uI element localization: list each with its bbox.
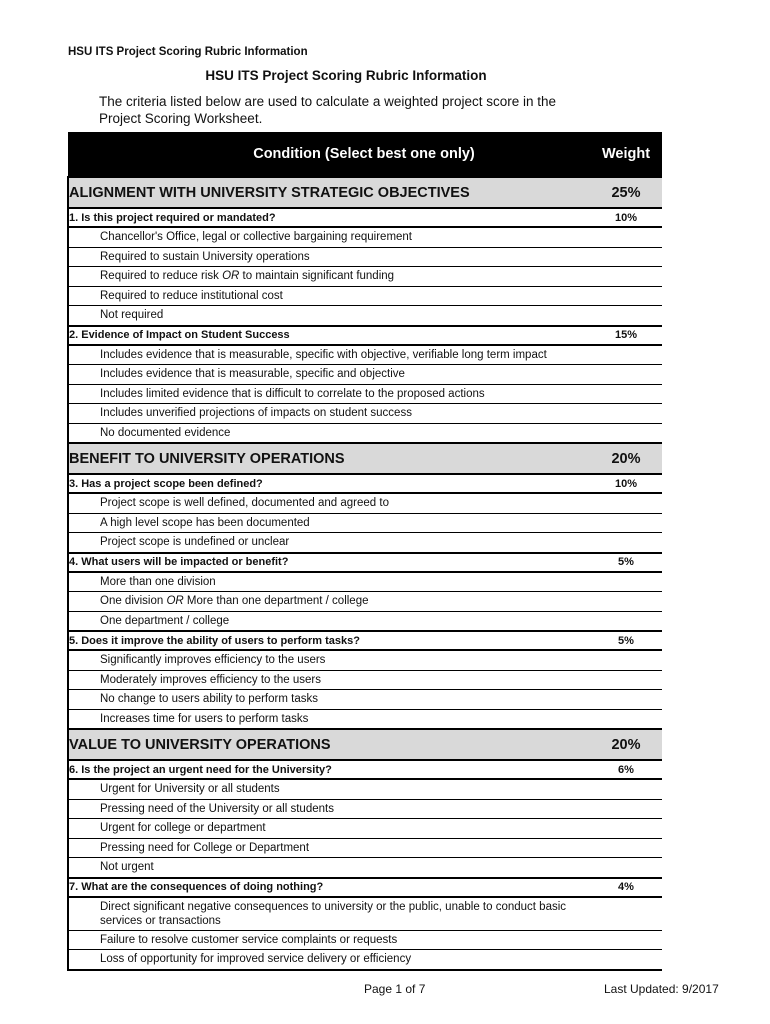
option-text: One department / college: [68, 611, 590, 631]
option-weight-cell: [590, 779, 662, 799]
option-weight-cell: [590, 950, 662, 970]
option-weight-cell: [590, 650, 662, 670]
option-weight-cell: [590, 286, 662, 306]
question-weight: 15%: [590, 326, 662, 345]
option-text: Not urgent: [68, 858, 590, 878]
question-text: 6. Is the project an urgent need for the University?: [68, 760, 590, 779]
option-row: [68, 286, 662, 306]
option-row: [68, 493, 662, 513]
section-title: BENEFIT TO UNIVERSITY OPERATIONS: [68, 443, 590, 474]
or-emphasis: OR: [166, 595, 184, 608]
section-weight: 20%: [590, 729, 662, 760]
option-weight-cell: [590, 572, 662, 592]
option-row: [68, 572, 662, 592]
option-text: Failure to resolve customer service complaints or requests: [68, 930, 590, 950]
option-text: No change to users ability to perform tasks: [68, 690, 590, 710]
option-text: Significantly improves efficiency to the users: [68, 650, 590, 670]
option-text: Increases time for users to perform tasks: [68, 709, 590, 729]
option-text: Urgent for college or department: [68, 819, 590, 839]
intro-text: The criteria listed below are used to calculate a weighted project score in the Project Scoring Worksheet.: [99, 94, 556, 126]
option-weight-cell: [590, 838, 662, 858]
option-text: Includes evidence that is measurable, specific and objective: [68, 365, 590, 385]
page-header: HSU ITS Project Scoring Rubric Information: [68, 46, 308, 58]
option-text: Required to reduce institutional cost: [68, 286, 590, 306]
question-weight: 5%: [590, 631, 662, 650]
section-title: VALUE TO UNIVERSITY OPERATIONS: [68, 729, 590, 760]
question-row: [68, 208, 662, 227]
option-text: Includes unverified projections of impacts on student success: [68, 404, 590, 424]
option-row: [68, 838, 662, 858]
option-row: [68, 930, 662, 950]
weight-column-header: Weight: [590, 132, 662, 177]
question-weight: 6%: [590, 760, 662, 779]
section-weight: 20%: [590, 443, 662, 474]
option-text: Includes evidence that is measurable, specific with objective, verifiable long term impact: [68, 345, 590, 365]
question-text: 3. Has a project scope been defined?: [68, 474, 590, 493]
question-row: [68, 631, 662, 650]
option-text: Loss of opportunity for improved service delivery or efficiency: [68, 950, 590, 970]
question-text: 2. Evidence of Impact on Student Success: [68, 326, 590, 345]
question-row: [68, 326, 662, 345]
option-row: [68, 897, 662, 931]
option-row: [68, 950, 662, 970]
option-weight-cell: [590, 533, 662, 553]
option-row: [68, 858, 662, 878]
option-weight-cell: [590, 690, 662, 710]
option-text: One division OR More than one department / college: [68, 592, 590, 612]
question-text: 1. Is this project required or mandated?: [68, 208, 590, 227]
option-text: Required to sustain University operations: [68, 247, 590, 267]
option-row: [68, 650, 662, 670]
option-row: [68, 779, 662, 799]
last-updated: Last Updated: 9/2017: [604, 982, 719, 996]
question-weight: 4%: [590, 878, 662, 897]
question-weight: 10%: [590, 474, 662, 493]
option-row: [68, 365, 662, 385]
option-text: Chancellor's Office, legal or collective bargaining requirement: [68, 227, 590, 247]
option-text: Direct significant negative consequences to university or the public, unable to conduct basic services or transactions: [68, 897, 590, 931]
option-weight-cell: [590, 345, 662, 365]
section-row: [68, 443, 662, 474]
rubric-table: [67, 132, 662, 971]
option-row: [68, 404, 662, 424]
question-weight: 5%: [590, 553, 662, 572]
option-text: Project scope is well defined, documented and agreed to: [68, 493, 590, 513]
question-row: [68, 553, 662, 572]
option-row: [68, 345, 662, 365]
option-weight-cell: [590, 247, 662, 267]
option-weight-cell: [590, 799, 662, 819]
option-weight-cell: [590, 592, 662, 612]
option-text: No documented evidence: [68, 423, 590, 443]
option-row: [68, 306, 662, 326]
question-text: 4. What users will be impacted or benefit?: [68, 553, 590, 572]
option-weight-cell: [590, 819, 662, 839]
option-text: Urgent for University or all students: [68, 779, 590, 799]
question-row: [68, 878, 662, 897]
option-text: Includes limited evidence that is difficult to correlate to the proposed actions: [68, 384, 590, 404]
option-row: [68, 709, 662, 729]
question-weight: 10%: [590, 208, 662, 227]
option-weight-cell: [590, 670, 662, 690]
option-weight-cell: [590, 423, 662, 443]
page-number: Page 1 of 7: [364, 982, 426, 996]
option-text: More than one division: [68, 572, 590, 592]
section-row: [68, 729, 662, 760]
option-row: [68, 819, 662, 839]
document-title: HSU ITS Project Scoring Rubric Information: [205, 68, 487, 83]
rubric-body: [68, 177, 662, 970]
table-header-row: [68, 132, 662, 177]
option-weight-cell: [590, 513, 662, 533]
option-weight-cell: [590, 709, 662, 729]
section-row: [68, 177, 662, 208]
option-row: [68, 267, 662, 287]
option-text: Required to reduce risk OR to maintain significant funding: [68, 267, 590, 287]
option-weight-cell: [590, 306, 662, 326]
condition-column-header: Condition (Select best one only): [68, 132, 590, 177]
option-weight-cell: [590, 267, 662, 287]
option-text: Project scope is undefined or unclear: [68, 533, 590, 553]
option-weight-cell: [590, 897, 662, 931]
question-text: 5. Does it improve the ability of users to perform tasks?: [68, 631, 590, 650]
option-row: [68, 247, 662, 267]
section-title: ALIGNMENT WITH UNIVERSITY STRATEGIC OBJECTIVES: [68, 177, 590, 208]
or-emphasis: OR: [222, 270, 240, 283]
option-weight-cell: [590, 384, 662, 404]
option-weight-cell: [590, 930, 662, 950]
option-row: [68, 227, 662, 247]
option-row: [68, 592, 662, 612]
option-row: [68, 513, 662, 533]
option-row: [68, 533, 662, 553]
question-row: [68, 760, 662, 779]
option-row: [68, 670, 662, 690]
question-text: 7. What are the consequences of doing nothing?: [68, 878, 590, 897]
option-row: [68, 799, 662, 819]
section-weight: 25%: [590, 177, 662, 208]
option-weight-cell: [590, 611, 662, 631]
option-row: [68, 690, 662, 710]
option-weight-cell: [590, 858, 662, 878]
option-weight-cell: [590, 493, 662, 513]
option-weight-cell: [590, 365, 662, 385]
option-row: [68, 423, 662, 443]
option-weight-cell: [590, 227, 662, 247]
question-row: [68, 474, 662, 493]
option-text: A high level scope has been documented: [68, 513, 590, 533]
option-text: Pressing need of the University or all students: [68, 799, 590, 819]
option-row: [68, 384, 662, 404]
option-row: [68, 611, 662, 631]
option-weight-cell: [590, 404, 662, 424]
option-text: Pressing need for College or Department: [68, 838, 590, 858]
option-text: Moderately improves efficiency to the users: [68, 670, 590, 690]
option-text: Not required: [68, 306, 590, 326]
